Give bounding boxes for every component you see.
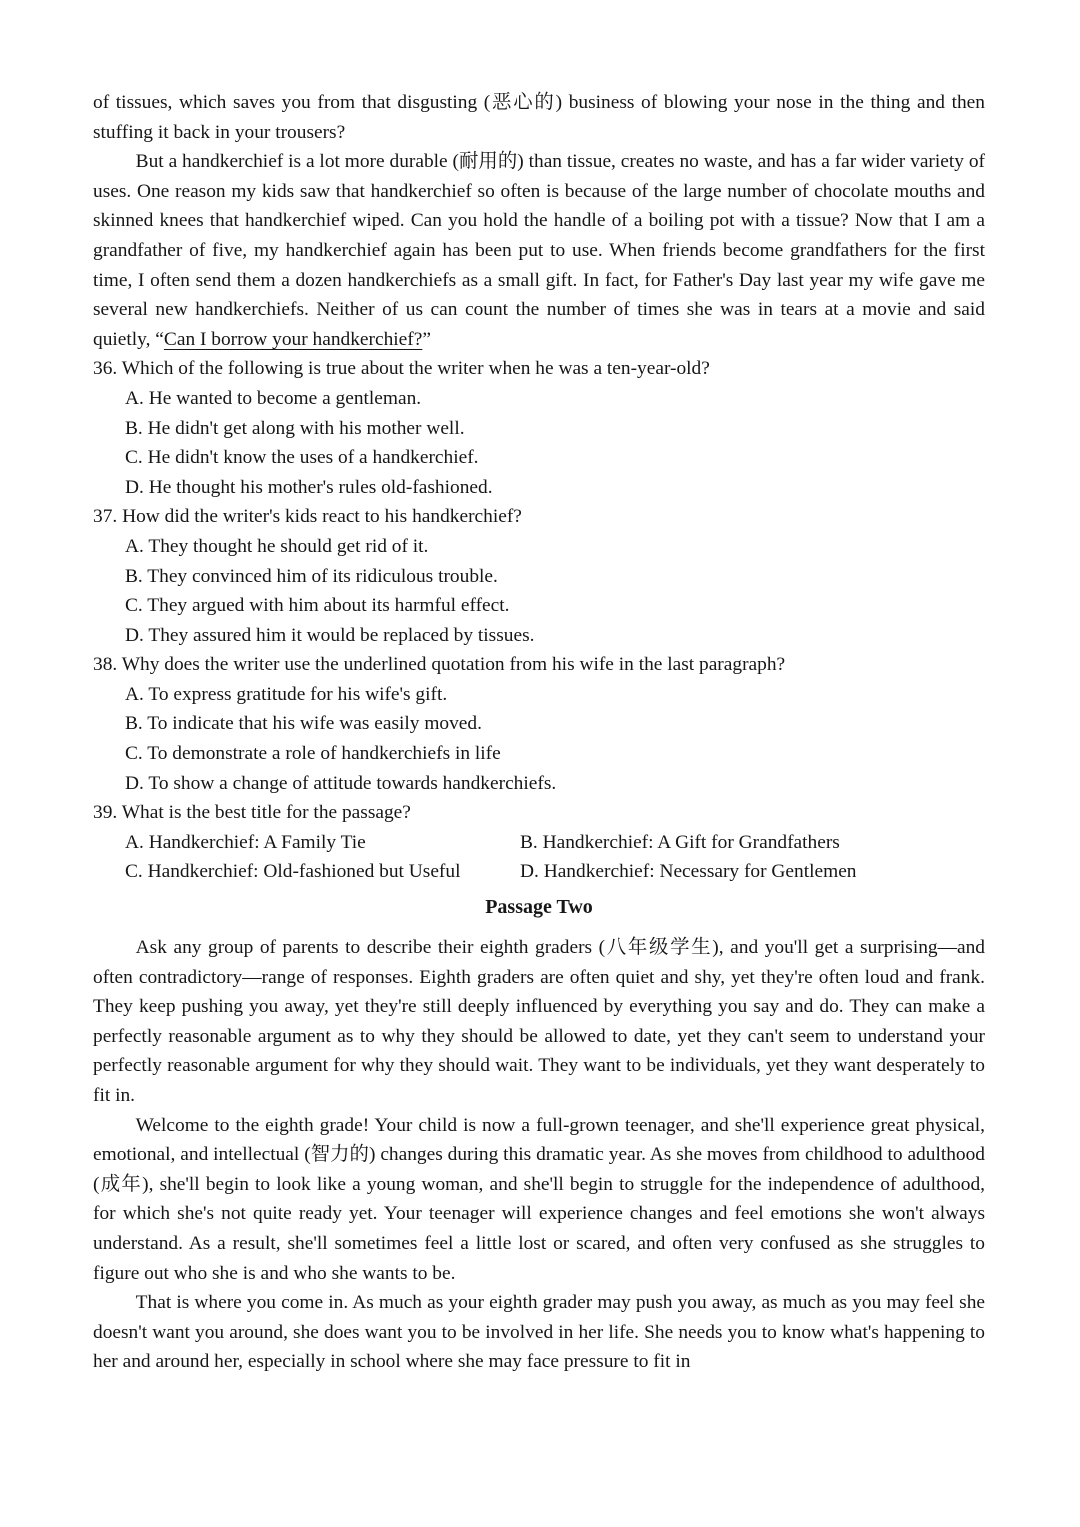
option-a: A. He wanted to become a gentleman. [125,387,422,409]
option-d: D. They assured him it would be replaced by tissues. [125,624,535,646]
passage-two-paragraph-1: Ask any group of parents to describe their eighth graders (八年级学生), and you'll get a surprising—and often contradictory—range of responses. Eighth graders are often quiet and shy, yet they're often loud and frank. They keep pushing you away, yet they're still deeply influenced by everything you say and do. They can make a perfectly reasonable argument as to why they should be allowed to date, yet they can't seem to understand your perfectly reasonable argument for why they should wait. They want to be individuals, yet they want desperately to fit in. [93,937,985,1106]
passage-one-paragraph-1: of tissues, which saves you from that disgusting (恶心的) business of blowing your nose in the thing and then stuffing it back in your trousers? [93,92,985,143]
passage-two-title: Passage Two [485,896,593,919]
option-d: D. Handkerchief: Necessary for Gentlemen [520,861,857,883]
question-stem: 36. Which of the following is true about the writer when he was a ten-year-old? [93,358,710,380]
options-row-2 [93,857,985,887]
option-a: A. They thought he should get rid of it. [125,535,429,557]
option-c: C. He didn't know the uses of a handkerchief. [125,447,479,469]
question-36 [93,354,985,502]
option-b: B. He didn't get along with his mother well. [125,417,465,439]
option-b: B. To indicate that his wife was easily moved. [125,713,482,735]
question-stem: 37. How did the writer's kids react to his handkerchief? [93,506,522,528]
passage-two-paragraph-3: That is where you come in. As much as your eighth grader may push you away, as much as you may feel she doesn't want you around, she does want you to be involved in her life. She needs you to know what's happening to her and around her, especially in school where she may face pressure to fit in [93,1292,985,1373]
options-row-1 [93,828,985,858]
passage-one-paragraph-2 [93,147,985,354]
question-37 [93,502,985,650]
option-c: C. Handkerchief: Old-fashioned but Useful [125,861,461,883]
exam-page [93,88,985,1377]
quotation-close-mark: ” [422,328,431,350]
question-stem: 39. What is the best title for the passage? [93,802,411,824]
option-d: D. To show a change of attitude towards handkerchiefs. [125,772,557,794]
paragraph-2-text: But a handkerchief is a lot more durable (耐用的) than tissue, creates no waste, and has a far wider variety of uses. One reason my kids saw that handkerchief so often is because of the large number of chocolate mouths and skinned knees that handkerchief wiped. Can you hold the handle of a boiling pot with a tissue? Now that I am a grandfather of five, my handkerchief again has been put to use. When friends become grandfathers for the first time, I often send them a dozen handkerchiefs as a small gift. In fact, for Father's Day last year my wife gave me several new handkerchiefs. Neither of us can count the number of times she was in tears at a movie and said quietly, “ [93,151,985,350]
option-a: A. Handkerchief: A Family Tie [125,831,366,853]
option-c: C. They argued with him about its harmful effect. [125,595,510,617]
option-c: C. To demonstrate a role of handkerchiefs in life [125,743,501,765]
option-a: A. To express gratitude for his wife's gift. [125,683,448,705]
passage-two-paragraph-2: Welcome to the eighth grade! Your child is now a full-grown teenager, and she'll experience great physical, emotional, and intellectual (智力的) changes during this dramatic year. As she moves from childhood to adulthood (成年), she'll begin to look like a young woman, and she'll begin to struggle for the independence of adulthood, for which she's not quite ready yet. Your teenager will experience changes and feel emotions she won't always understand. As a result, she'll sometimes feel a little lost or scared, and often very confused as she struggles to figure out who she is and who she wants to be. [93,1114,985,1284]
question-38 [93,650,985,798]
question-39 [93,798,985,887]
underlined-quotation: Can I borrow your handkerchief? [163,328,423,350]
option-d: D. He thought his mother's rules old-fashioned. [125,476,493,498]
option-b: B. Handkerchief: A Gift for Grandfathers [520,831,840,853]
option-b: B. They convinced him of its ridiculous trouble. [125,565,498,587]
question-stem: 38. Why does the writer use the underlined quotation from his wife in the last paragraph? [93,654,786,676]
